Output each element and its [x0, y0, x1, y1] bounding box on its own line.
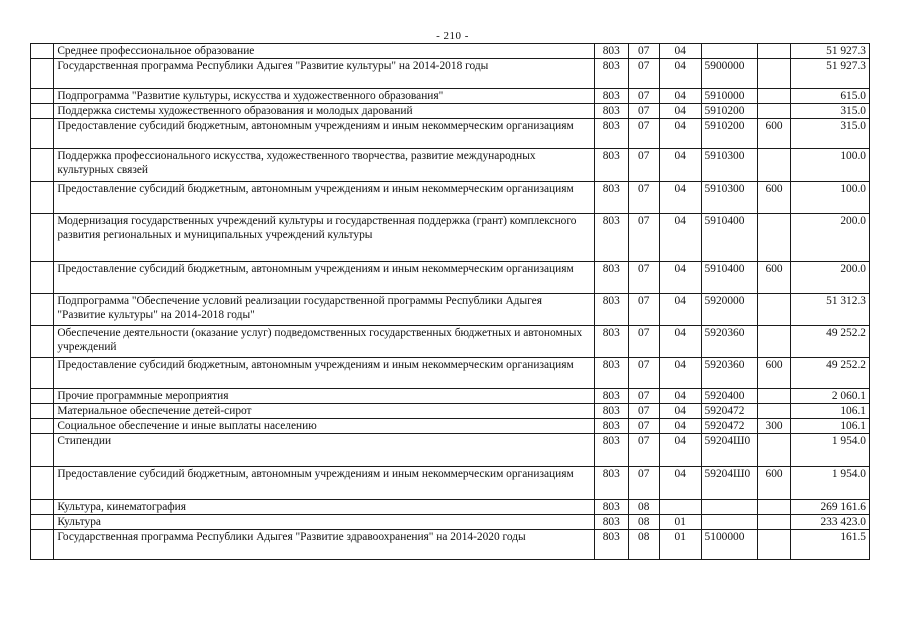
amount-cell: 200.0: [790, 214, 869, 262]
ministry-code-cell: 803: [595, 214, 628, 262]
amount-cell: 106.1: [790, 419, 869, 434]
item-name-cell: Культура: [54, 515, 595, 530]
amount-cell: 49 252.2: [790, 358, 869, 389]
table-row: [31, 119, 870, 149]
table-row: [31, 326, 870, 358]
subsection-code-cell: 04: [659, 44, 701, 59]
row-index-cell: [31, 149, 54, 182]
item-name-cell: Материальное обеспечение детей-сирот: [54, 404, 595, 419]
target-article-cell: 5910400: [701, 262, 758, 294]
table-row: [31, 89, 870, 104]
amount-cell: 2 060.1: [790, 389, 869, 404]
item-name-cell: Культура, кинематография: [54, 500, 595, 515]
subsection-code-cell: 04: [659, 294, 701, 326]
section-code-cell: 07: [628, 434, 659, 467]
amount-cell: 615.0: [790, 89, 869, 104]
section-code-cell: 07: [628, 389, 659, 404]
subsection-code-cell: 04: [659, 149, 701, 182]
section-code-cell: 08: [628, 500, 659, 515]
table-row: [31, 182, 870, 214]
subsection-code-cell: 01: [659, 515, 701, 530]
ministry-code-cell: 803: [595, 104, 628, 119]
section-code-cell: 07: [628, 294, 659, 326]
row-index-cell: [31, 389, 54, 404]
row-index-cell: [31, 530, 54, 560]
section-code-cell: 07: [628, 182, 659, 214]
ministry-code-cell: 803: [595, 358, 628, 389]
target-article-cell: 5920360: [701, 358, 758, 389]
table-row: [31, 500, 870, 515]
table-row: [31, 149, 870, 182]
item-name-cell: Модернизация государственных учреждений культуры и государственная поддержка (грант) комплексного развития региональных и муниципальных учреждений культуры: [54, 214, 595, 262]
table-row: [31, 214, 870, 262]
expense-type-cell: 600: [758, 262, 790, 294]
amount-cell: 106.1: [790, 404, 869, 419]
ministry-code-cell: 803: [595, 404, 628, 419]
expense-type-cell: [758, 389, 790, 404]
subsection-code-cell: 04: [659, 119, 701, 149]
target-article-cell: 59204Ш0: [701, 467, 758, 500]
amount-cell: 1 954.0: [790, 434, 869, 467]
ministry-code-cell: 803: [595, 389, 628, 404]
section-code-cell: 07: [628, 358, 659, 389]
item-name-cell: Государственная программа Республики Адыгея "Развитие культуры" на 2014-2018 годы: [54, 59, 595, 89]
row-index-cell: [31, 262, 54, 294]
table-row: [31, 419, 870, 434]
subsection-code-cell: 04: [659, 419, 701, 434]
target-article-cell: 5920000: [701, 294, 758, 326]
row-index-cell: [31, 59, 54, 89]
subsection-code-cell: 04: [659, 89, 701, 104]
row-index-cell: [31, 214, 54, 262]
row-index-cell: [31, 104, 54, 119]
section-code-cell: 07: [628, 467, 659, 500]
target-article-cell: 5910200: [701, 104, 758, 119]
target-article-cell: 5910300: [701, 182, 758, 214]
ministry-code-cell: 803: [595, 44, 628, 59]
section-code-cell: 08: [628, 515, 659, 530]
table-row: [31, 358, 870, 389]
expense-type-cell: [758, 104, 790, 119]
item-name-cell: Предоставление субсидий бюджетным, автономным учреждениям и иным некоммерческим организациям: [54, 262, 595, 294]
amount-cell: 1 954.0: [790, 467, 869, 500]
section-code-cell: 07: [628, 44, 659, 59]
row-index-cell: [31, 515, 54, 530]
subsection-code-cell: 04: [659, 389, 701, 404]
ministry-code-cell: 803: [595, 149, 628, 182]
table-row: [31, 515, 870, 530]
expense-type-cell: [758, 530, 790, 560]
target-article-cell: 5920400: [701, 389, 758, 404]
table-row: [31, 104, 870, 119]
row-index-cell: [31, 119, 54, 149]
ministry-code-cell: 803: [595, 467, 628, 500]
amount-cell: 51 312.3: [790, 294, 869, 326]
expense-type-cell: [758, 214, 790, 262]
amount-cell: 51 927.3: [790, 59, 869, 89]
target-article-cell: 5920472: [701, 419, 758, 434]
target-article-cell: 5900000: [701, 59, 758, 89]
section-code-cell: 07: [628, 326, 659, 358]
ministry-code-cell: 803: [595, 434, 628, 467]
table-row: [31, 467, 870, 500]
item-name-cell: Обеспечение деятельности (оказание услуг) подведомственных государственных бюджетных и автономных учреждений: [54, 326, 595, 358]
expense-type-cell: [758, 515, 790, 530]
target-article-cell: [701, 500, 758, 515]
expense-type-cell: [758, 404, 790, 419]
section-code-cell: 07: [628, 404, 659, 419]
amount-cell: 233 423.0: [790, 515, 869, 530]
table-row: [31, 434, 870, 467]
section-code-cell: 07: [628, 119, 659, 149]
subsection-code-cell: 04: [659, 404, 701, 419]
ministry-code-cell: 803: [595, 262, 628, 294]
amount-cell: 315.0: [790, 104, 869, 119]
subsection-code-cell: 04: [659, 358, 701, 389]
ministry-code-cell: 803: [595, 515, 628, 530]
table-row: [31, 294, 870, 326]
section-code-cell: 07: [628, 89, 659, 104]
target-article-cell: 5100000: [701, 530, 758, 560]
ministry-code-cell: 803: [595, 294, 628, 326]
table-row: [31, 389, 870, 404]
section-code-cell: 07: [628, 419, 659, 434]
budget-table: [30, 43, 870, 560]
row-index-cell: [31, 182, 54, 214]
item-name-cell: Государственная программа Республики Адыгея "Развитие здравоохранения" на 2014-2020 годы: [54, 530, 595, 560]
row-index-cell: [31, 358, 54, 389]
subsection-code-cell: [659, 500, 701, 515]
amount-cell: 100.0: [790, 149, 869, 182]
amount-cell: 315.0: [790, 119, 869, 149]
amount-cell: 51 927.3: [790, 44, 869, 59]
row-index-cell: [31, 44, 54, 59]
ministry-code-cell: 803: [595, 182, 628, 214]
item-name-cell: Предоставление субсидий бюджетным, автономным учреждениям и иным некоммерческим организациям: [54, 182, 595, 214]
section-code-cell: 07: [628, 104, 659, 119]
target-article-cell: [701, 44, 758, 59]
expense-type-cell: [758, 294, 790, 326]
expense-type-cell: 600: [758, 119, 790, 149]
target-article-cell: 5910300: [701, 149, 758, 182]
ministry-code-cell: 803: [595, 530, 628, 560]
subsection-code-cell: 04: [659, 434, 701, 467]
page-number: - 210 -: [436, 30, 469, 42]
expense-type-cell: [758, 44, 790, 59]
target-article-cell: 5910200: [701, 119, 758, 149]
table-row: [31, 44, 870, 59]
item-name-cell: Поддержка системы художественного образования и молодых дарований: [54, 104, 595, 119]
subsection-code-cell: 04: [659, 467, 701, 500]
amount-cell: 100.0: [790, 182, 869, 214]
subsection-code-cell: 04: [659, 262, 701, 294]
section-code-cell: 08: [628, 530, 659, 560]
item-name-cell: Подпрограмма "Развитие культуры, искусства и художественного образования": [54, 89, 595, 104]
item-name-cell: Прочие программные мероприятия: [54, 389, 595, 404]
table-row: [31, 530, 870, 560]
target-article-cell: 5910000: [701, 89, 758, 104]
expense-type-cell: 600: [758, 467, 790, 500]
row-index-cell: [31, 467, 54, 500]
table-row: [31, 404, 870, 419]
ministry-code-cell: 803: [595, 59, 628, 89]
row-index-cell: [31, 294, 54, 326]
amount-cell: 200.0: [790, 262, 869, 294]
expense-type-cell: 600: [758, 182, 790, 214]
item-name-cell: Предоставление субсидий бюджетным, автономным учреждениям и иным некоммерческим организациям: [54, 467, 595, 500]
expense-type-cell: [758, 434, 790, 467]
expense-type-cell: [758, 500, 790, 515]
ministry-code-cell: 803: [595, 500, 628, 515]
subsection-code-cell: 04: [659, 59, 701, 89]
item-name-cell: Предоставление субсидий бюджетным, автономным учреждениям и иным некоммерческим организациям: [54, 358, 595, 389]
target-article-cell: 5920360: [701, 326, 758, 358]
ministry-code-cell: 803: [595, 326, 628, 358]
subsection-code-cell: 04: [659, 214, 701, 262]
item-name-cell: Стипендии: [54, 434, 595, 467]
item-name-cell: Поддержка профессионального искусства, художественного творчества, развитие международных культурных связей: [54, 149, 595, 182]
row-index-cell: [31, 500, 54, 515]
row-index-cell: [31, 89, 54, 104]
section-code-cell: 07: [628, 149, 659, 182]
target-article-cell: 5910400: [701, 214, 758, 262]
section-code-cell: 07: [628, 59, 659, 89]
item-name-cell: Среднее профессиональное образование: [54, 44, 595, 59]
target-article-cell: 59204Ш0: [701, 434, 758, 467]
table-row: [31, 59, 870, 89]
ministry-code-cell: 803: [595, 419, 628, 434]
section-code-cell: 07: [628, 262, 659, 294]
ministry-code-cell: 803: [595, 89, 628, 104]
table-row: [31, 262, 870, 294]
item-name-cell: Предоставление субсидий бюджетным, автономным учреждениям и иным некоммерческим организациям: [54, 119, 595, 149]
item-name-cell: Подпрограмма "Обеспечение условий реализации государственной программы Республики Адыгея "Развитие культуры" на 2014-2018 годы": [54, 294, 595, 326]
subsection-code-cell: 01: [659, 530, 701, 560]
row-index-cell: [31, 434, 54, 467]
expense-type-cell: [758, 89, 790, 104]
target-article-cell: [701, 515, 758, 530]
item-name-cell: Социальное обеспечение и иные выплаты населению: [54, 419, 595, 434]
ministry-code-cell: 803: [595, 119, 628, 149]
row-index-cell: [31, 404, 54, 419]
amount-cell: 269 161.6: [790, 500, 869, 515]
section-code-cell: 07: [628, 214, 659, 262]
amount-cell: 49 252.2: [790, 326, 869, 358]
subsection-code-cell: 04: [659, 182, 701, 214]
target-article-cell: 5920472: [701, 404, 758, 419]
subsection-code-cell: 04: [659, 104, 701, 119]
expense-type-cell: 300: [758, 419, 790, 434]
subsection-code-cell: 04: [659, 326, 701, 358]
expense-type-cell: [758, 59, 790, 89]
expense-type-cell: [758, 326, 790, 358]
expense-type-cell: 600: [758, 358, 790, 389]
row-index-cell: [31, 419, 54, 434]
expense-type-cell: [758, 149, 790, 182]
amount-cell: 161.5: [790, 530, 869, 560]
row-index-cell: [31, 326, 54, 358]
budget-table-body: [31, 44, 870, 560]
